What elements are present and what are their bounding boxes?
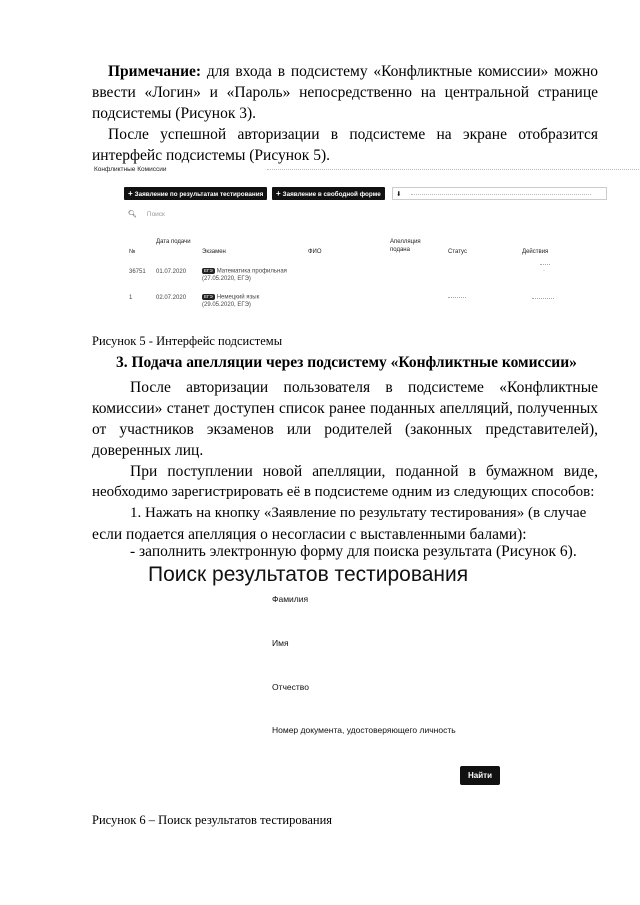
para2-line-1: При поступлении новой апелляции, поданной в бумажном виде, — [130, 463, 598, 480]
more-icon[interactable]: · — [543, 268, 545, 274]
after-auth-line-1: После успешной авторизации в подсистеме на экране отобразится — [108, 126, 598, 143]
row-exam-name: Немецкий язык — [216, 294, 260, 301]
row-exam-name: Математика профильная — [216, 268, 287, 275]
exam-type-badge: ЕГЭ — [204, 294, 213, 299]
appeal-by-result-button[interactable] — [124, 187, 267, 200]
find-button[interactable]: Найти — [460, 766, 500, 785]
lastname-field-label: Фамилия — [272, 594, 309, 604]
appeal-by-result-label: Заявление по результатам тестирования — [134, 191, 264, 198]
row-exam-sub: (29.05.2020, ЕГЭ) — [202, 302, 251, 308]
action-divider — [540, 264, 550, 265]
col-header-date: Дата подачи — [156, 239, 191, 245]
note-bold: Примечание: — [108, 63, 202, 80]
note-line-2: ввести «Логин» и «Пароль» непосредственно на центральной странице — [92, 84, 598, 101]
plus-icon: + — [128, 189, 133, 198]
bullet-1: - заполнить электронную форму для поиска результата (Рисунок 6). — [130, 543, 577, 560]
document-field-label: Номер документа, удостоверяющего личность — [272, 725, 456, 735]
search-icon: 🔍︎ — [128, 211, 137, 218]
item1-line-2: если подается апелляция о несогласии с выставленными балами): — [92, 526, 527, 543]
download-button[interactable] — [392, 187, 607, 200]
col-header-fio: ФИО — [308, 249, 322, 255]
exam-type-badge: ЕГЭ — [204, 268, 213, 273]
section-heading: 3. Подача апелляции через подсистему «Конфликтные комиссии» — [116, 354, 577, 371]
figure-5-caption: Рисунок 5 - Интерфейс подсистемы — [92, 334, 283, 348]
after-auth-line-2: интерфейс подсистемы (Рисунок 5). — [92, 147, 330, 164]
search-input[interactable]: Поиск — [146, 211, 165, 218]
row-exam — [202, 268, 287, 276]
status-placeholder — [448, 297, 466, 298]
col-header-appeal: Апелляция подана — [390, 239, 421, 253]
para1-line-2: комиссии» станет доступен список ранее поданных апелляций, полученных — [92, 400, 598, 417]
figure-6-caption: Рисунок 6 – Поиск результатов тестирования — [92, 813, 333, 827]
col-header-exam: Экзамен — [202, 249, 226, 255]
firstname-field-label: Имя — [272, 638, 289, 648]
header-divider — [267, 169, 640, 171]
row-date: 01.07.2020 — [156, 269, 187, 275]
free-form-appeal-button[interactable] — [272, 187, 385, 200]
row-exam-sub: (27.05.2020, ЕГЭ) — [202, 276, 251, 282]
row-exam — [202, 294, 259, 302]
note-line-3: подсистемы (Рисунок 3). — [92, 105, 257, 122]
para1-line-3: от участников экзаменов или родителей (законных представителей), — [92, 421, 598, 438]
action-placeholder[interactable] — [532, 298, 554, 299]
app-title: Конфликтные Комиссии — [94, 166, 167, 173]
col-header-num: № — [129, 249, 136, 255]
patronymic-field-label: Отчество — [272, 682, 309, 692]
note-text-1: для входа в подсистему «Конфликтные комиссии» можно — [201, 63, 598, 80]
para1-line-4: доверенных лиц. — [92, 442, 204, 459]
search-form-title: Поиск результатов тестирования — [148, 563, 469, 586]
row-num: 36751 — [129, 269, 146, 275]
figure-5-interface — [92, 166, 602, 316]
note-line-1 — [108, 61, 598, 82]
download-icon: ⬇ — [396, 191, 402, 198]
row-num: 1 — [129, 295, 133, 301]
col-header-status: Статус — [448, 249, 467, 255]
search-row[interactable] — [128, 210, 165, 218]
free-form-appeal-label: Заявление в свободной форме — [282, 191, 381, 198]
plus-icon: + — [276, 189, 281, 198]
item1-line-1: 1. Нажать на кнопку «Заявление по результату тестирования» (в случае — [130, 505, 587, 521]
para1-line-1: После авторизации пользователя в подсистеме «Конфликтные — [130, 379, 598, 396]
row-date: 02.07.2020 — [156, 295, 187, 301]
para2-line-2: необходимо зарегистрировать её в подсистеме одним из следующих способов: — [92, 484, 595, 500]
col-header-actions: Действия — [522, 249, 549, 255]
